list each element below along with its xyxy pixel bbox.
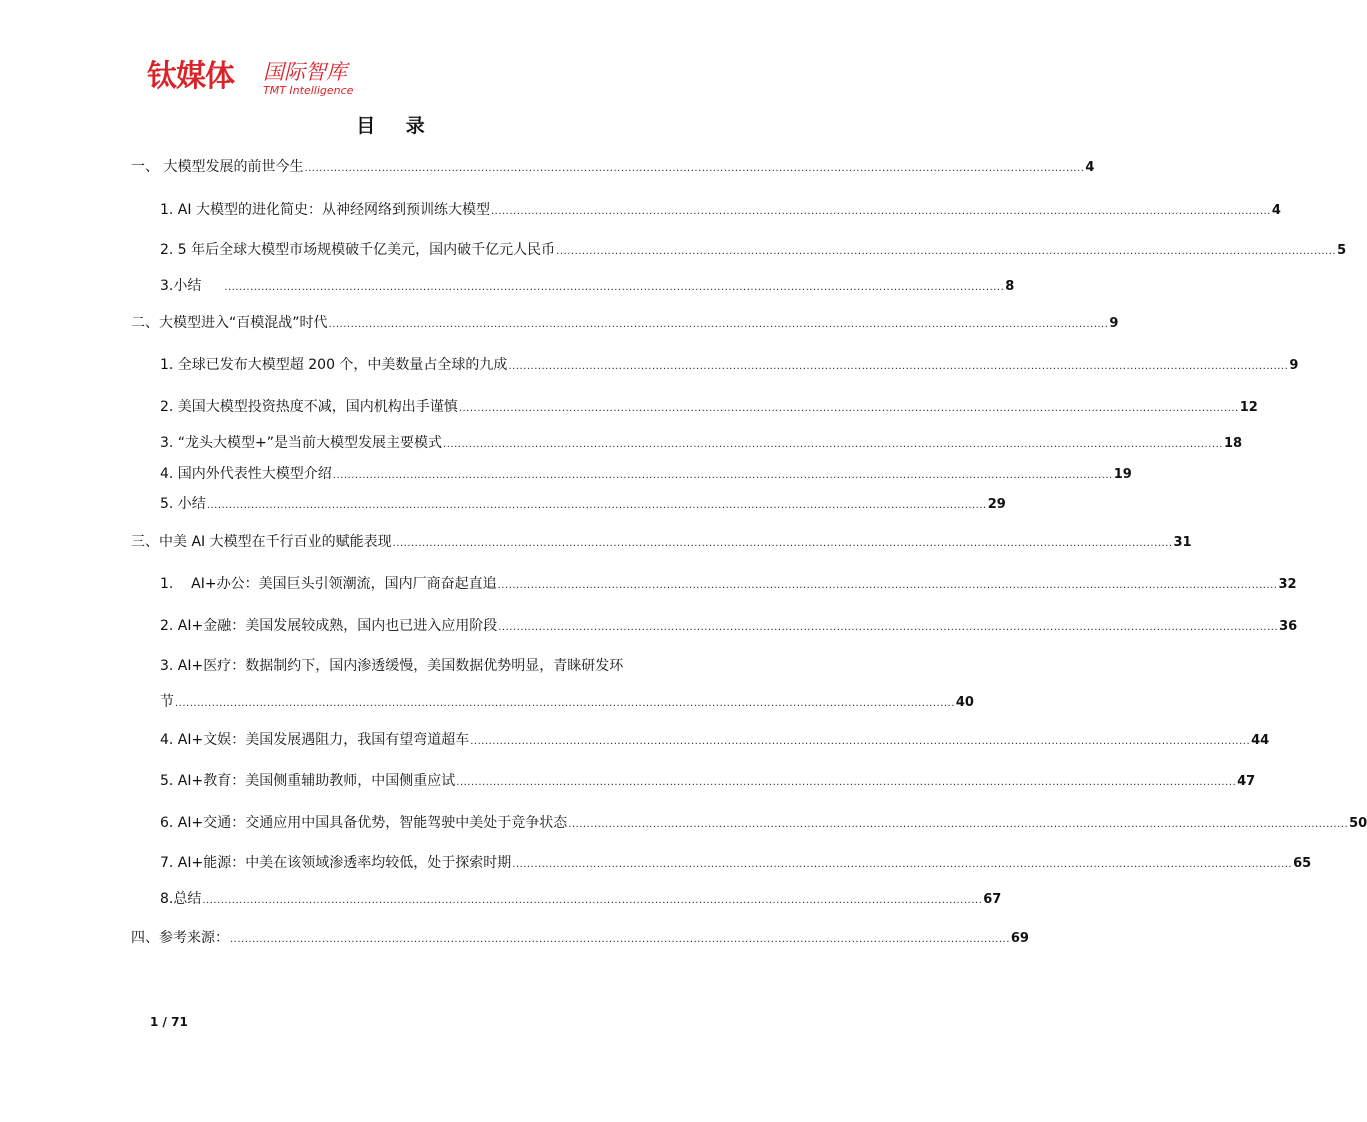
toc-leader: .................................................................................................................................................................................................................... <box>556 246 1337 257</box>
toc-page-number: 4 <box>1085 160 1095 175</box>
toc-entry-text: 三、中美 AI 大模型在千行百业的赋能表现 <box>131 534 392 550</box>
toc-entry[interactable] <box>131 928 1029 950</box>
toc-leader: .................................................................................................................................................................................................................... <box>304 163 1085 174</box>
toc-page-number: 32 <box>1278 577 1297 592</box>
toc-entry-text: 7. AI+能源：中美在该领域渗透率均较低，处于探索时期 <box>160 855 512 871</box>
toc-page-number: 65 <box>1293 856 1312 871</box>
toc-page-number: 44 <box>1251 733 1270 748</box>
toc-entry[interactable] <box>160 494 1006 516</box>
toc-entry[interactable] <box>160 397 1258 419</box>
toc-leader: .................................................................................................................................................................................................................... <box>230 934 1010 945</box>
toc-entry[interactable] <box>131 313 1119 335</box>
toc-entry-text: 3.小结 <box>160 278 202 294</box>
toc-entry[interactable] <box>160 276 1015 298</box>
toc-entry[interactable] <box>160 200 1281 222</box>
toc-leader: .................................................................................................................................................................................................................... <box>206 500 987 511</box>
toc-entry-text: 6. AI+交通：交通应用中国具备优势，智能驾驶中美处于竞争状态 <box>160 815 568 831</box>
toc-entry-text: 2. 美国大模型投资热度不减，国内机构出手谨慎 <box>160 399 458 415</box>
toc-page-number: 67 <box>983 892 1002 907</box>
toc-leader: .................................................................................................................................................................................................................... <box>175 698 955 709</box>
toc-page-number: 18 <box>1223 436 1243 451</box>
toc-page-number: 8 <box>1005 279 1015 294</box>
toc-entry[interactable] <box>160 692 974 714</box>
toc-entry-text: 5. 小结 <box>160 496 206 512</box>
toc-entry-text: 二、大模型进入“百模混战”时代 <box>131 315 328 331</box>
toc-entry-text: 8.总结 <box>160 891 202 907</box>
toc-entry[interactable] <box>160 813 1367 835</box>
toc-page-number: 19 <box>1113 467 1132 482</box>
logo-main-text: 钛媒体 <box>147 59 234 94</box>
toc-page-number: 50 <box>1349 816 1367 831</box>
toc-entry-text: 3. “龙头大模型+”是当前大模型发展主要模式 <box>160 435 443 451</box>
toc-leader: .................................................................................................................................................................................................................... <box>498 622 1279 633</box>
toc-leader: .................................................................................................................................................................................................................... <box>332 470 1113 481</box>
toc-entry-text: 5. AI+教育：美国侧重辅助教师，中国侧重应试 <box>160 773 456 789</box>
toc-entry-text[interactable]: 3. AI+医疗：数据制约下，国内渗透缓慢，美国数据优势明显，青睐研发环 <box>160 658 624 674</box>
toc-entry[interactable] <box>160 574 1297 596</box>
toc-entry-text: 4. 国内外代表性大模型介绍 <box>160 466 332 482</box>
toc-page-number: 12 <box>1239 400 1258 415</box>
toc-leader: .................................................................................................................................................................................................................... <box>456 777 1237 788</box>
toc-entry-text: 2. AI+金融：美国发展较成熟，国内也已进入应用阶段 <box>160 618 498 634</box>
toc-leader: .................................................................................................................................................................................................................... <box>458 403 1239 414</box>
toc-leader: .................................................................................................................................................................................................................... <box>508 361 1289 372</box>
toc-entry[interactable] <box>160 730 1270 752</box>
page-title: 目 录 <box>356 115 437 137</box>
toc-entry[interactable] <box>160 853 1312 875</box>
toc-page-number: 36 <box>1279 619 1298 634</box>
toc-page-number: 31 <box>1173 535 1192 550</box>
toc-entry[interactable] <box>160 616 1298 638</box>
toc-leader: .................................................................................................................................................................................................................... <box>328 319 1109 330</box>
toc-entry[interactable] <box>160 433 1243 455</box>
toc-leader: .................................................................................................................................................................................................................... <box>470 736 1251 747</box>
toc-entry-text: 四、参考来源： <box>131 930 229 946</box>
toc-entry[interactable] <box>160 889 1002 911</box>
toc-leader: .................................................................................................................................................................................................................... <box>490 206 1271 217</box>
toc-page-number: 4 <box>1271 203 1281 218</box>
toc-entry-text: 2. 5 年后全球大模型市场规模破千亿美元，国内破千亿元人民币 <box>160 242 556 258</box>
toc-entry[interactable] <box>131 157 1095 179</box>
toc-entry-text: 4. AI+文娱：美国发展遇阻力，我国有望弯道超车 <box>160 732 470 748</box>
toc-leader: .................................................................................................................................................................................................................... <box>443 439 1223 450</box>
toc-entry-text: 1. 全球已发布大模型超 200 个，中美数量占全球的九成 <box>160 357 508 373</box>
toc-entry-text: 1. AI 大模型的进化简史：从神经网络到预训练大模型 <box>160 202 490 218</box>
logo-english-text: TMT Intelligence <box>263 84 354 97</box>
toc-entry[interactable] <box>160 240 1347 262</box>
toc-leader: .................................................................................................................................................................................................................... <box>512 859 1293 870</box>
toc-entry-text: 1. AI+办公：美国巨头引领潮流，国内厂商奋起直追 <box>160 576 497 592</box>
toc-leader: .................................................................................................................................................................................................................... <box>392 538 1173 549</box>
logo-sub-text: 国际智库 <box>263 60 347 84</box>
toc-entry[interactable] <box>160 464 1132 486</box>
toc-entry-text: 节 <box>160 694 174 710</box>
toc-page-number: 69 <box>1010 931 1029 946</box>
toc-entry[interactable] <box>160 771 1256 793</box>
toc-page-number: 5 <box>1337 243 1347 258</box>
toc-entry[interactable] <box>131 532 1192 554</box>
toc-entry-text: 一、 大模型发展的前世今生 <box>131 159 304 175</box>
toc-leader: .................................................................................................................................................................................................................... <box>568 819 1349 830</box>
toc-leader: .................................................................................................................................................................................................................... <box>497 580 1278 591</box>
toc-page-number: 47 <box>1237 774 1256 789</box>
toc-page-number: 40 <box>955 695 974 710</box>
toc-page-number: 9 <box>1109 316 1119 331</box>
toc-entry[interactable] <box>160 355 1299 377</box>
toc-leader: .................................................................................................................................................................................................................... <box>202 895 983 906</box>
toc-page-number: 29 <box>987 497 1006 512</box>
toc-page-number: 9 <box>1289 358 1299 373</box>
page-indicator: 1 / 71 <box>150 1015 188 1029</box>
toc-leader: .................................................................................................................................................................................................................... <box>224 282 1005 293</box>
